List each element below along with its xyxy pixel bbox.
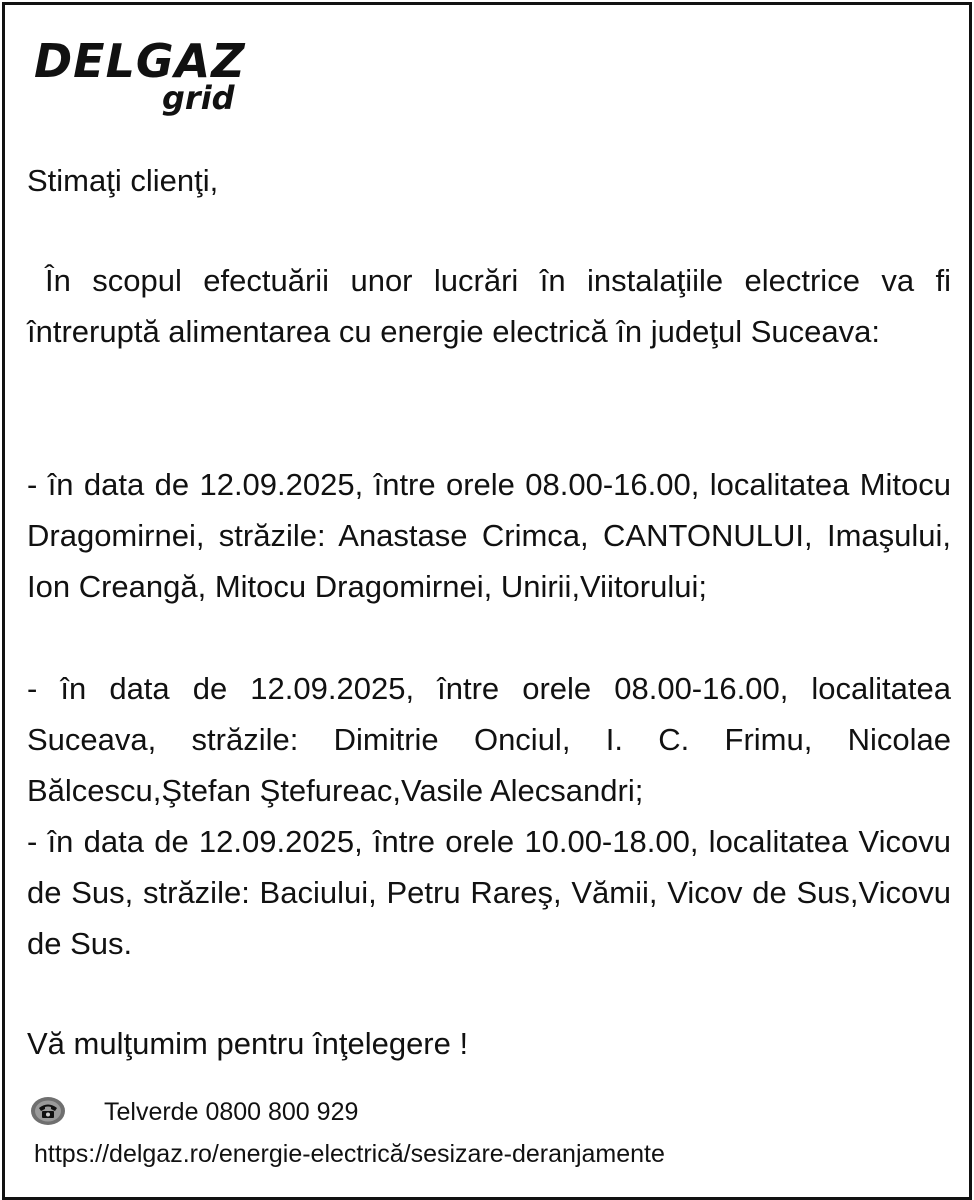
telephone-icon (30, 1096, 66, 1126)
contact-phone (30, 1092, 930, 1132)
outage-item: - în data de 12.09.2025, între orele 10.00-18.00, localitatea Vicovu de Sus, străzile: Baciului, Petru Rareş, Vămii, Vicov de Sus,Vicovu de Sus. (27, 824, 951, 961)
outage-item: - în data de 12.09.2025, între orele 08.00-16.00, localitatea Suceava, străzile: Dimitrie Onciul, I. C. Frimu, Nicolae Bălcescu,Ştefan Ştefureac,Vasile Alecsandri; (27, 671, 951, 808)
greeting: Stimaţi clienţi, (27, 163, 219, 198)
website-url[interactable]: https://delgaz.ro/energie-electrică/sesizare-deranjamente (34, 1140, 665, 1168)
logo-subtitle: grid (162, 79, 235, 117)
delgaz-logo (34, 36, 264, 126)
logo-wordmark: DELGAZ (34, 34, 246, 88)
intro-paragraph: În scopul efectuării unor lucrări în instalaţiile electrice va fi întreruptă alimentarea cu energie electrică în judeţul Suceava: (27, 263, 951, 349)
thanks-line: Vă mulţumim pentru înţelegere ! (27, 1026, 469, 1061)
phone-number: Telverde 0800 800 929 (104, 1098, 359, 1126)
outage-item: - în data de 12.09.2025, între orele 08.00-16.00, localitatea Mitocu Dragomirnei, străzile: Anastase Crimca, CANTONULUI, Imaşului, Ion Creangă, Mitocu Dragomirnei, Unirii,Viitorului; (27, 467, 951, 604)
